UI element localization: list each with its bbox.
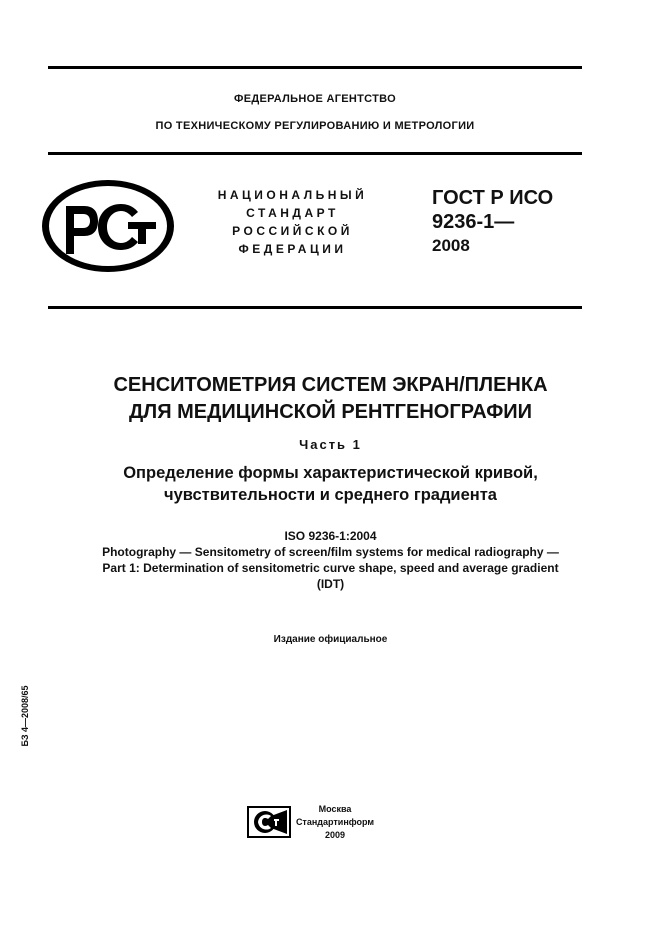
standard-code-line-1: ГОСТ Р ИСО [432,187,554,209]
iso-english-title [0,544,661,592]
top-rule [48,66,582,69]
standartinform-logo-icon [247,806,291,838]
iso-title-line-2: Part 1: Determination of sensitometric curve shape, speed and average gradient [102,561,559,575]
standard-code-year: 2008 [432,236,470,255]
national-line-1: НАЦИОНАЛЬНЫЙ [217,188,368,202]
national-line-2: СТАНДАРТ [246,206,339,220]
subtitle-line-1: Определение формы характеристической кривой, [123,464,538,482]
side-code: БЗ 4—2008/65 [20,685,30,747]
middle-rule [48,152,582,155]
standard-code-line-2: 9236-1— [432,211,515,233]
gost-logo-icon [40,178,176,274]
document-title [0,372,661,426]
document-subtitle [0,462,661,506]
national-standard-label [205,186,380,258]
iso-title-line-1: Photography — Sensitometry of screen/film systems for medical radiography — [102,545,559,559]
publisher-name: Стандартинформ [295,817,375,827]
publisher-city: Москва [318,804,352,814]
subtitle-line-2: чувствительности и среднего градиента [164,486,497,504]
agency-line-2: ПО ТЕХНИЧЕСКОМУ РЕГУЛИРОВАНИЮ И МЕТРОЛОГИИ [155,120,475,132]
national-line-3: РОССИЙСКОЙ [232,224,353,238]
national-line-4: ФЕДЕРАЦИИ [238,242,347,256]
bottom-rule [48,306,582,309]
standard-code [432,186,553,258]
title-line-1: СЕНСИТОМЕТРИЯ СИСТЕМ ЭКРАН/ПЛЕНКА [113,374,548,396]
iso-number: ISO 9236-1:2004 [284,529,377,543]
iso-title-line-3: (IDT) [316,577,345,591]
part-label: Часть 1 [299,437,362,452]
publisher-info [295,803,375,842]
edition-label: Издание официальное [273,634,388,645]
title-line-2: ДЛЯ МЕДИЦИНСКОЙ РЕНТГЕНОГРАФИИ [128,401,533,423]
publisher-year: 2009 [324,830,346,840]
agency-line-1: ФЕДЕРАЛЬНОЕ АГЕНТСТВО [234,93,396,105]
